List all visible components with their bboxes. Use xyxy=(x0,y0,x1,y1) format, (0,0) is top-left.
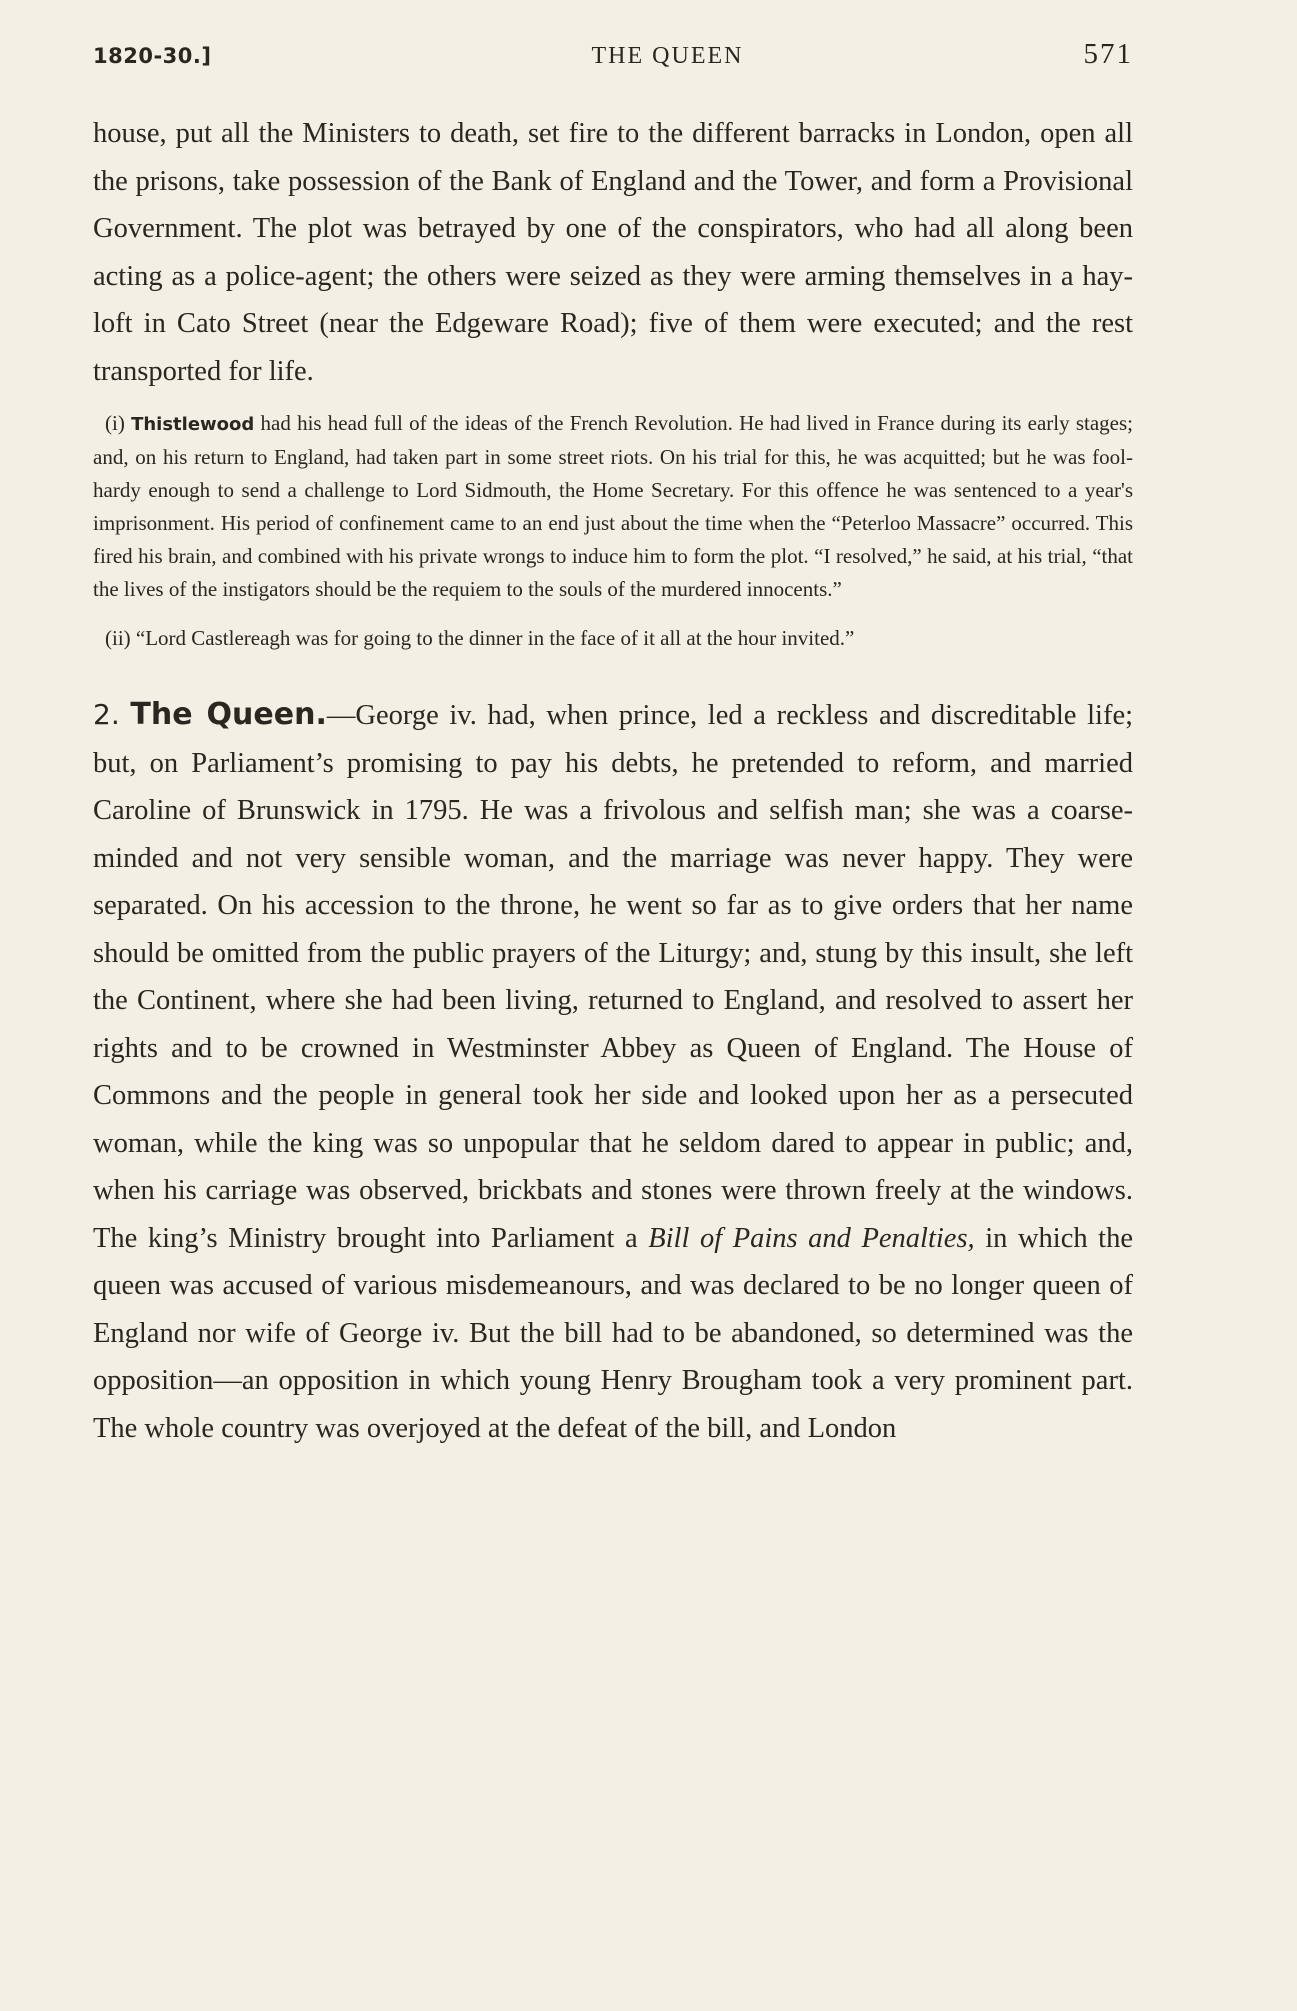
header-page-number: 571 xyxy=(1083,38,1133,70)
header-date-range: 1820-30.] xyxy=(93,44,212,68)
section-title: The Queen. xyxy=(130,697,327,732)
running-header xyxy=(93,38,1133,92)
footnote-ii-marker: (ii) xyxy=(105,626,131,650)
section-2-paragraph xyxy=(93,691,1133,1452)
footnote-i-lead: Thistlewood xyxy=(131,414,255,435)
continuation-paragraph: house, put all the Ministers to death, set fire to the different barracks in London, open all the prisons, take possession of the Bank of England and the Tower, and form a Provisional Government. The plot was betrayed by one of the conspirators, who had all along been acting as a police-agent; the others were seized as they were arming themselves in a hay-loft in Cato Street (near the Edgeware Road); five of them were executed; and the rest transported for life. xyxy=(93,118,1133,387)
section-text-part2: in which the queen was accused of various misdemeanours, and was declared to be no longer queen of England nor wife of George iv. But the bill had to be abandoned, so determined was the opposition—an opposition in which young Henry Brougham took a very prominent part. The whole country was overjoyed at the defeat of the bill, and London xyxy=(93,1222,1133,1444)
bill-title-italic: Bill of Pains and Penalties, xyxy=(648,1222,975,1254)
footnote-ii-text: “Lord Castlereagh was for going to the dinner in the face of it all at the hour invited.” xyxy=(135,626,855,650)
book-page xyxy=(93,38,1133,1452)
header-chapter-title: THE QUEEN xyxy=(591,43,744,69)
footnote-i-text: had his head full of the ideas of the French Revolution. He had lived in France during its early stages; and, on his return to England, had taken part in some street riots. On his trial for this, he was acquitted; but he was fool-hardy enough to send a challenge to Lord Sidmouth, the Home Secretary. For this offence he was sentenced to a year's imprisonment. His period of confinement came to an end just about the time when the “Peterloo Massacre” occurred. This fired his brain, and combined with his private wrongs to induce him to form the plot. “I resolved,” he said, at his trial, “that the lives of the instigators should be the requiem to the souls of the murdered innocents.” xyxy=(93,411,1133,601)
footnote-i-marker: (i) xyxy=(105,411,125,435)
footnote-i xyxy=(93,407,1133,606)
section-number: 2. xyxy=(93,698,120,731)
footnote-ii xyxy=(93,622,1133,655)
section-text-part1: —George iv. had, when prince, led a reckless and discreditable life; but, on Parliament’s promising to pay his debts, he pretended to reform, and married Caroline of Brunswick in 1795. He was a frivolous and selfish man; she was a coarse-minded and not very sensible woman, and the marriage was never happy. They were separated. On his accession to the throne, he went so far as to give orders that her name should be omitted from the public prayers of the Liturgy; and, stung by this insult, she left the Continent, where she had been living, returned to England, and resolved to assert her rights and to be crowned in Westminster Abbey as Queen of England. The House of Commons and the people in general took her side and looked upon her as a persecuted woman, while the king was so unpopular that he seldom dared to appear in public; and, when his carriage was observed, brickbats and stones were thrown freely at the windows. The king’s Ministry brought into Parliament a xyxy=(93,700,1134,1254)
